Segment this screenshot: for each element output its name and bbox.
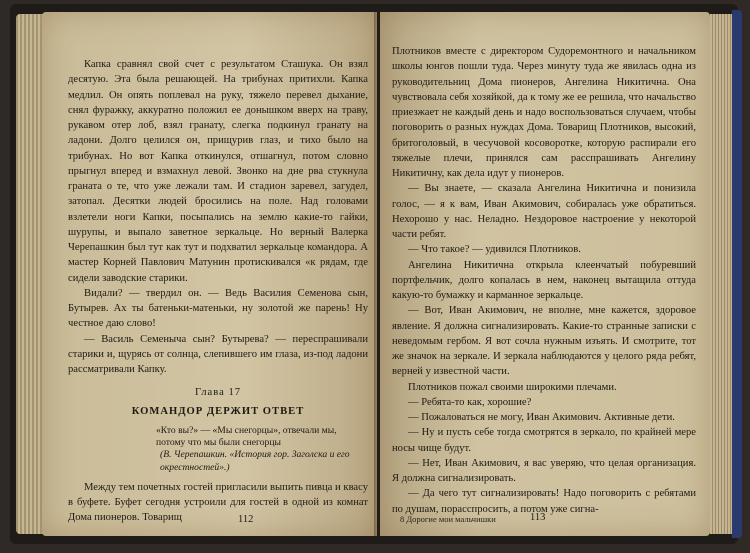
left-page [42,12,377,536]
paragraph: Плотников пожал своими широкими плечами. [408,381,617,393]
left-page-edges [16,14,44,534]
paragraph: — Вы знаете, — сказала Ангелина Никитична и понизила голос, — я к вам, Иван Акимович, собиралась уже обратиться. Нехорошо у нас. Неладно. Нездоровое настроение у некоторой части ребят. [392,183,696,240]
paragraph: — Нет, Иван Акимович, я вас уверяю, что целая организация. Я должна сигнализировать. [392,457,696,484]
book-cover-edge [732,10,742,538]
right-page-text [392,44,696,517]
chapter-number: Глава 17 [194,387,242,399]
paragraph: Между тем почетных гостей пригласили выпить пивца и квасу в буфете. Буфет сегодня устроили для гостей в одной из комнат Дома пионеров. Товарищ [68,481,368,524]
page-number: 113 [530,512,546,523]
epigraph [156,425,368,474]
left-page-text [68,57,368,526]
paragraph: — Вот, Иван Акимович, не вполне, мне кажется, здоровое явление. Я должна сигнализировать. Какие-то странные записки с неведомым гербом. Я вот сочла нужным изъять. И смотрите, тот же значок на зеркале. И зеркала наблюдаются у целого ряда ребят, верней у известной части. [392,305,696,378]
footer-signature: 8 Дорогие мои мальчишки [400,514,496,524]
paragraph: — Ну и пусть себе тогда смотрятся в зеркало, по крайней мере носы чище будут. [392,427,696,454]
paragraph: Капка сравнял свой счет с результатом Сташука. Он взял десятую. Эта была решающей. На трибунах притихли. Капка медлил. Он опять поплевал на руку, тяжело перевел дыхание, снял фуражку, аккуратно положил ее донышком вверх на траву, рукавом отер лоб, взял гранату, слегка подкинул гранату на ладони. Долго целился он, прищурив глаз, и тихо было на трибунах. Но вот Капка откинулся, отшагнул, потом словно прыгнул вперед и взмахнул левой. Звонко на дне рва стукнула граната о те, что уже лежали там. И стадион заревел, загудел, затопал. Десятки людей бросились на поле. Над головами взлетели ноги Капки, посыпались на землю какие-то гайки, шурупы, и выпало заветное зеркальце. Но верный Валерка Черепашкин был тут как тут и подхватил зеркальце командора. А мастер Корней Павлович Матунин протискивался «к рядам, где сидели заводские старики. [68,59,368,284]
open-book [10,4,738,544]
paragraph: — Да чего тут сигнализировать! Надо поговорить с ребятами по душам, порасспросить, а потом уже сигна- [392,488,696,515]
paragraph: — Ребята-то как, хорошие? [408,396,532,408]
paragraph: Видали? — твердил он. — Ведь Василия Семенова сын, Бутырев. Ах ты батеньки-матеньки, ну золотой же парень! Ну честное даю слово! [68,287,368,330]
right-page [380,12,710,536]
right-page-edges [710,14,732,534]
page-number: 112 [238,514,254,525]
epigraph-source: (В. Черепашкин. «История гор. Заголска и его окрестностей».) [160,449,350,473]
paragraph: — Что такое? — удивился Плотников. [408,244,581,256]
paragraph: — Пожаловаться не могу, Иван Акимович. Активные дети. [408,412,675,423]
chapter-title: КОМАНДОР ДЕРЖИТ ОТВЕТ [131,405,305,417]
epigraph-text: «Кто вы?» — «Мы снегорцы», отвечали мы, потому что мы были снегорцы [156,424,337,449]
paragraph: Ангелина Никитична открыла клеенчатый побуревший портфельчик, долго копалась в нем, наконец вытащила оттуда какую-то бумажку и карманное зеркальце. [392,259,696,301]
paragraph: Плотников вместе с директором Судоремонтного и начальником школы юнгов пошли туда. Через минуту туда же явилась одна из руководительниц Дома пионеров, Ангелина Никитична. Она чувствовала себя хозяйкой, да к тому же ее решила, что начальство приезжает не каждый день и надо воспользоваться случаем, чтобы поговорить о разных нуждах Дома. Товарищ Плотников, высокий, бритоголовый, в чесучовой косоворотке, которую распирали его тяжелые плечи, принялся сам расспрашивать Ангелину Никитичну, как дела идут у пионеров. [392,46,696,179]
paragraph: — Василь Семеныча сын? Бутырева? — переспрашивали старики и, щурясь от солнца, слепившего им глаза, из-под ладони рассматривали Капку. [68,333,368,375]
